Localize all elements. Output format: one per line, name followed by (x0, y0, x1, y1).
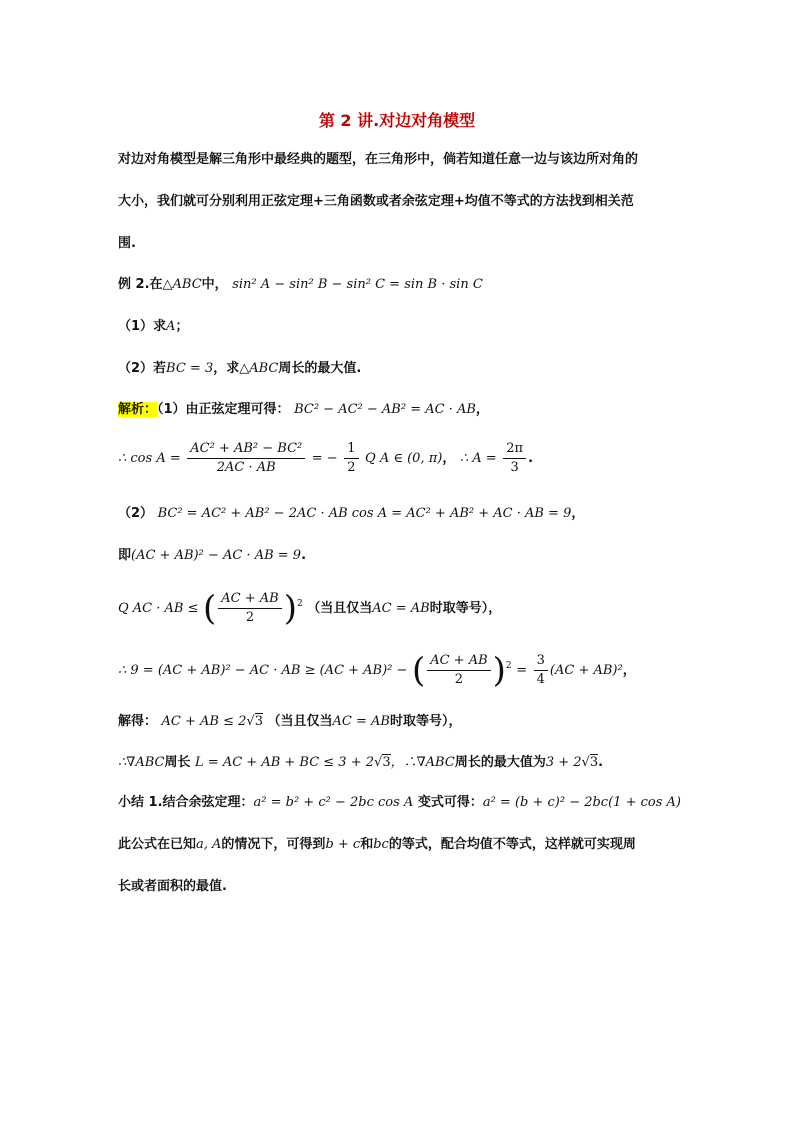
perim-max: 3 + 2 (545, 755, 582, 770)
chain-fraction (427, 652, 490, 689)
summary-mid: 变式可得： (417, 795, 483, 810)
a-prefix: ∴ A = (459, 451, 497, 466)
example-formula: sin² A − sin² B − sin² C = sin B · sin C (232, 277, 483, 292)
a-denominator: 3 (510, 460, 519, 475)
summary-var-2: b + c (325, 837, 361, 852)
cos-line (118, 440, 533, 477)
q2-suffix: 周长的最大值. (278, 361, 362, 376)
solve-note-close: 时取等号）， (389, 714, 462, 729)
question-1 (118, 317, 188, 337)
example-mid: 中， (201, 277, 228, 292)
q1-var: A (166, 319, 176, 334)
ineq-numerator: AC + AB (218, 590, 281, 609)
summary-l2-d: 的等式，配合均值不等式，这样就可实现周 (388, 837, 636, 852)
summary-var-3: bc (373, 837, 389, 852)
a-end: . (528, 451, 534, 466)
chain-left-paren: ( (411, 650, 426, 691)
square-exponent: 2 (297, 599, 303, 609)
solve-note-cond: AC = AB (332, 714, 390, 729)
perim-text-2: 周长的最大值为 (454, 755, 546, 770)
summary-line-1 (118, 793, 681, 813)
s2-end: ， (571, 506, 585, 521)
chain-inequality-line (118, 652, 636, 689)
l2-prefix: 即 (118, 548, 132, 563)
l2-end: . (301, 548, 307, 563)
cos-range: Q A ∈ (0, π) (365, 451, 443, 466)
q2-triangle: △ABC (239, 361, 279, 376)
chain-denominator: 2 (454, 672, 464, 687)
a-fraction (503, 440, 526, 477)
q1-suffix: ； (175, 319, 189, 334)
solution-label: 解析： (118, 402, 158, 417)
perim-max-root: 3 (589, 755, 599, 770)
cos-numerator: AC² + AB² − BC² (187, 440, 305, 459)
chain-part-a: ∴ 9 = (AC + AB)² − AC · AB ≥ (AC + AB)² − (118, 663, 408, 678)
sqrt-sign-3: √ (581, 755, 590, 770)
half-numerator: 1 (344, 440, 358, 459)
solve-note-open: （当且仅当 (267, 714, 333, 729)
summary-label: 小结 1.结合余弦定理： (118, 795, 254, 810)
chain-right-paren: ) (492, 650, 506, 691)
example-statement (118, 275, 483, 295)
s1-formula: BC² − AC² − AB² = AC · AB (294, 402, 476, 417)
solve-label: 解得： (118, 714, 158, 729)
ineq-note-open: （当且仅当 (307, 601, 373, 616)
chain-equals: = (516, 663, 528, 678)
ineq-note-close: 时取等号）， (429, 601, 502, 616)
sum-relation-line (118, 546, 306, 566)
sqrt-sign-2: √ (374, 755, 383, 770)
ineq-note-cond: AC = AB (372, 601, 430, 616)
solution-step-2 (118, 504, 584, 524)
intro-line-3: 围. (118, 236, 136, 251)
s1-text: （1）由正弦定理可得： (157, 402, 290, 417)
example-label: 例 2.在 (118, 277, 163, 292)
perimeter-line (118, 753, 603, 773)
intro-line-1: 对边对角模型是解三角形中最经典的题型，在三角形中，倘若知道任意一边与该边所对角的 (118, 152, 639, 167)
perim-formula: L = AC + AB + BC ≤ 3 + 2 (195, 755, 375, 770)
q1-prefix: （1）求 (118, 319, 167, 334)
perim-text: 周长 (164, 755, 191, 770)
s1-end: ， (475, 402, 489, 417)
summary-line-3: 长或者面积的最值. (118, 879, 227, 894)
ineq-prefix: Q AC · AB ≤ (118, 601, 199, 616)
sep: ， (442, 451, 456, 466)
right-paren: ) (283, 588, 297, 629)
summary-formula-1: a² = b² + c² − 2bc cos A (253, 795, 414, 810)
page-title: 第 2 讲.对边对角模型 (318, 111, 476, 130)
cos-equals: = − (311, 451, 338, 466)
q2-condition: BC = 3 (166, 361, 214, 376)
perim-prefix: ∴∇ABC (118, 755, 165, 770)
ineq-fraction (218, 590, 281, 627)
s2-label: （2） (118, 506, 154, 521)
summary-l2-c: 和 (360, 837, 374, 852)
summary-line-2 (118, 835, 636, 855)
sqrt-sign: √ (246, 714, 255, 729)
half-denominator: 2 (347, 460, 356, 475)
left-paren: ( (203, 588, 217, 629)
mean-inequality-line (118, 590, 501, 627)
perim-mid: ，∴∇ABC (390, 755, 455, 770)
cos-prefix: ∴ cos A = (118, 451, 181, 466)
summary-l2-a: 此公式在已知 (118, 837, 197, 852)
solve-root: 3 (254, 714, 263, 729)
cos-denominator: 2AC · AB (216, 460, 276, 475)
solution-step-1 (118, 400, 489, 420)
summary-formula-2: a² = (b + c)² − 2bc(1 + cos A) (482, 795, 681, 810)
chain-numerator: AC + AB (427, 652, 490, 671)
summary-var-1: a, A (196, 837, 222, 852)
tq-denominator: 4 (536, 672, 545, 687)
chain-exponent: 2 (505, 661, 512, 671)
question-2 (118, 359, 361, 379)
perim-root: 3 (382, 755, 391, 770)
triangle-symbol: △ABC (162, 277, 202, 292)
chain-part-b: (AC + AB)² (549, 663, 623, 678)
solve-formula: AC + AB ≤ 2 (161, 714, 247, 729)
half-fraction (344, 440, 358, 477)
tq-numerator: 3 (534, 652, 548, 671)
summary-l2-b: 的情况下，可得到 (221, 837, 326, 852)
perim-end: . (598, 755, 604, 770)
chain-end: ， (622, 663, 636, 678)
q2-mid: ，求 (213, 361, 240, 376)
a-numerator: 2π (503, 440, 526, 459)
cos-fraction (187, 440, 305, 477)
solve-line (118, 712, 462, 732)
three-quarters (534, 652, 548, 689)
q2-prefix: （2）若 (118, 361, 167, 376)
ineq-denominator: 2 (245, 610, 255, 625)
l2-formula: (AC + AB)² − AC · AB = 9 (131, 548, 302, 563)
s2-formula: BC² = AC² + AB² − 2AC · AB cos A = AC² + AB² + AC · AB = 9 (157, 506, 572, 521)
intro-line-2: 大小，我们就可分别利用正弦定理+三角函数或者余弦定理+均值不等式的方法找到相关范 (118, 194, 634, 209)
